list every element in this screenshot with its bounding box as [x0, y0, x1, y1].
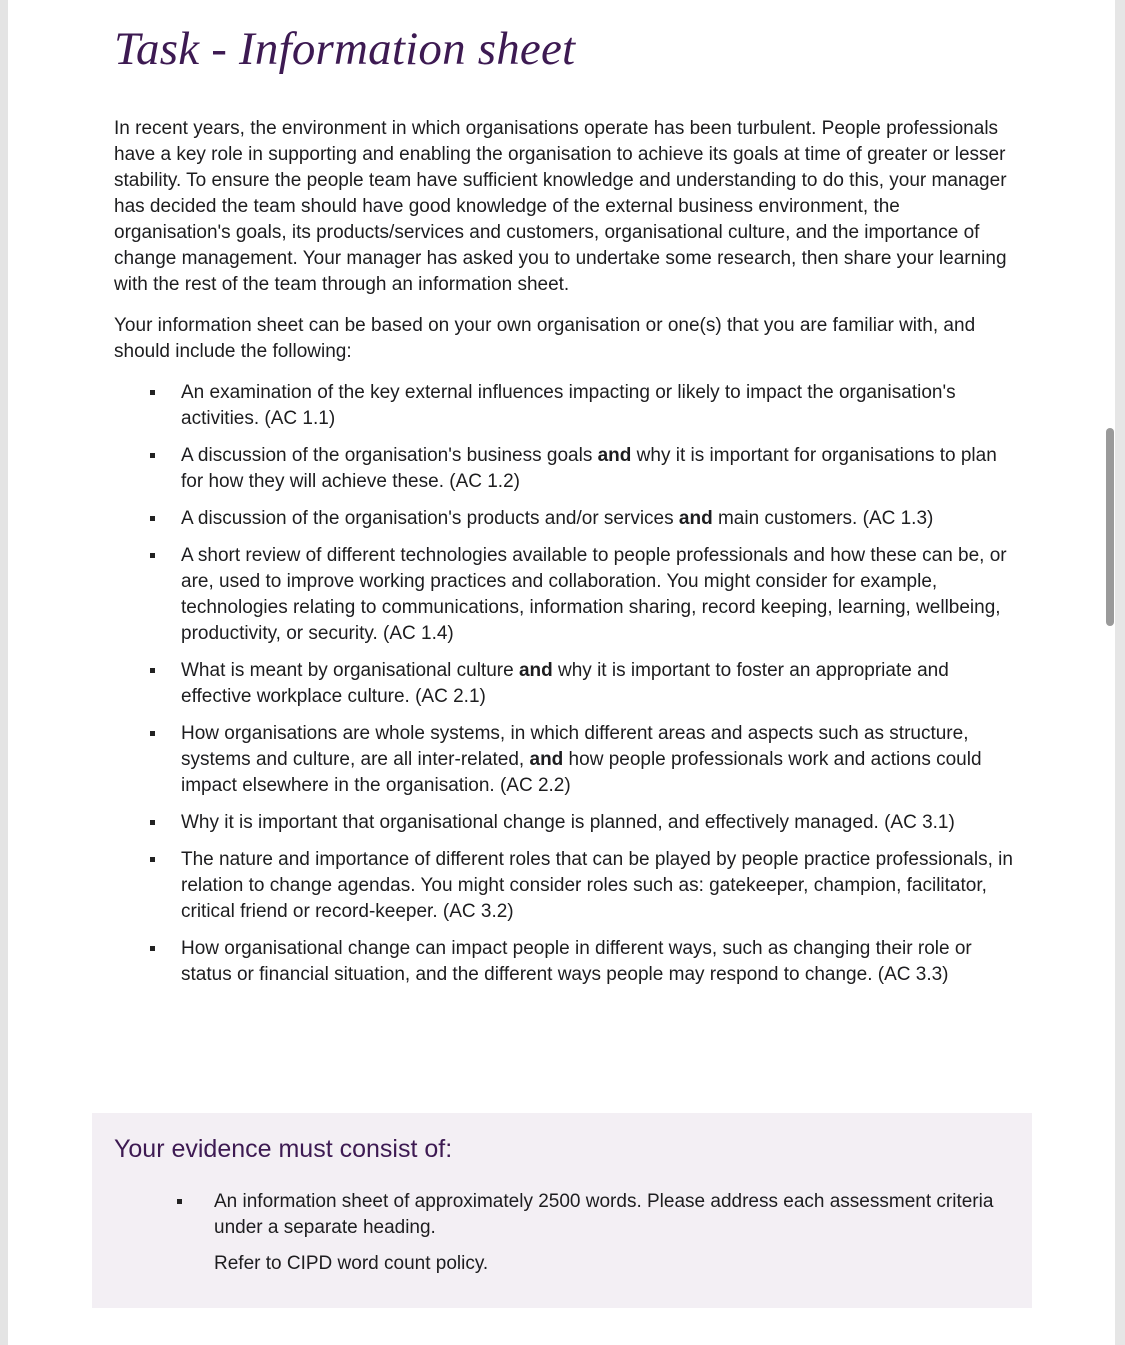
bullet-icon [150, 946, 155, 951]
item-text: What is meant by organisational culture [181, 660, 519, 681]
bullet-icon [177, 1199, 182, 1204]
item-text: why it is important for organisations to plan for how they will achieve these. (AC 1.2) [181, 445, 997, 492]
item-text: How organisational change can impact people in different ways, such as changing their role or status or financial situation, and the different ways people may respond to change. (AC 3.3) [181, 938, 972, 985]
lead-paragraph: Your information sheet can be based on your own organisation or one(s) that you are familiar with, and should include the following: [114, 315, 976, 362]
item-text: A discussion of the organisation's products and/or services [181, 508, 679, 529]
requirements-list [114, 380, 1014, 988]
evidence-note: Refer to CIPD word count policy. [214, 1253, 489, 1274]
item-text: An examination of the key external influences impacting or likely to impact the organisation's activities. (AC 1.1) [181, 382, 956, 429]
bullet-icon [150, 820, 155, 825]
evidence-item-text: An information sheet of approximately 2500 words. Please address each assessment criteria under a separate heading. [214, 1191, 994, 1238]
item-emphasis: and [678, 508, 713, 529]
scrollbar-thumb[interactable] [1106, 428, 1114, 626]
item-text: Why it is important that organisational change is planned, and effectively managed. (AC 3.1) [181, 812, 955, 833]
evidence-item [214, 1189, 1004, 1241]
window-border-left [0, 0, 8, 1345]
footer-logo [120, 1336, 218, 1345]
item-text: how people professionals work and actions could impact elsewhere in the organisation. (AC 2.2) [181, 749, 982, 796]
list-item [114, 543, 1014, 647]
evidence-list [214, 1189, 1004, 1277]
document-body [114, 116, 1014, 999]
bullet-icon [150, 668, 155, 673]
item-emphasis: and [518, 660, 553, 681]
list-item [114, 658, 1014, 710]
bullet-icon [150, 857, 155, 862]
item-emphasis: and [529, 749, 564, 770]
intro-paragraph: In recent years, the environment in which organisations operate has been turbulent. People professionals have a key role in supporting and enabling the organisation to achieve its goals at time of greater or lesser stability. To ensure the people team have sufficient knowledge and understanding to do this, your manager has decided the team should have good knowledge of the external business environment, the organisation's goals, its products/services and customers, organisational culture, and the importance of change management. Your manager has asked you to undertake some research, then share your learning with the rest of the team through an information sheet. [114, 118, 1007, 295]
list-item [114, 506, 1014, 532]
item-text: How organisations are whole systems, in which different areas and aspects such as structure, systems and culture, are all inter-related, [181, 723, 969, 770]
list-item [114, 847, 1014, 925]
list-item [114, 721, 1014, 799]
page-title: Task - Information sheet [114, 23, 576, 75]
list-item [114, 380, 1014, 432]
list-item [114, 936, 1014, 988]
item-text: why it is important to foster an appropriate and effective workplace culture. (AC 2.1) [181, 660, 949, 707]
window-border-right [1115, 0, 1125, 1345]
bullet-icon [150, 731, 155, 736]
list-item [114, 443, 1014, 495]
item-text: A discussion of the organisation's business goals [181, 445, 598, 466]
bullet-icon [150, 453, 155, 458]
evidence-box [92, 1113, 1032, 1308]
item-text: A short review of different technologies available to people professionals and how these can be, or are, used to improve working practices and collaboration. You might consider for example, technologies relating to communications, information sharing, record keeping, learning, wellbeing, productivity, or security. (AC 1.4) [181, 545, 1007, 644]
evidence-title: Your evidence must consist of: [114, 1135, 453, 1163]
item-emphasis: and [597, 445, 632, 466]
bullet-icon [150, 516, 155, 521]
list-item [114, 810, 1014, 836]
bullet-icon [150, 553, 155, 558]
item-text: main customers. (AC 1.3) [712, 508, 934, 529]
item-text: The nature and importance of different roles that can be played by people practice professionals, in relation to change agendas. You might consider roles such as: gatekeeper, champion, facilitator, critical friend or record-keeper. (AC 3.2) [181, 849, 1013, 922]
bullet-icon [150, 390, 155, 395]
